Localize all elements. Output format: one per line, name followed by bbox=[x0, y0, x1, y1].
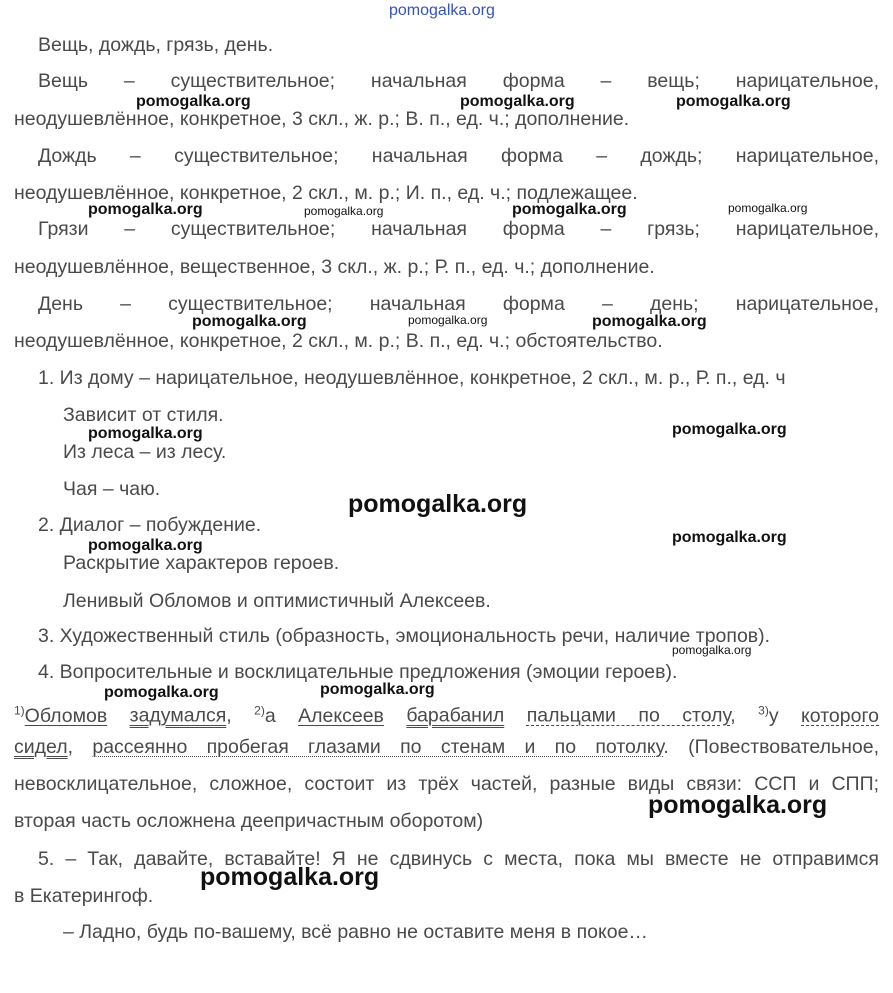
item-1-lesa: Из леса – из лесу. bbox=[63, 441, 227, 463]
watermark: pomogalka.org bbox=[672, 421, 787, 438]
watermark-large: pomogalka.org bbox=[648, 791, 828, 819]
watermark: pomogalka.org bbox=[88, 537, 203, 554]
comma: , bbox=[730, 704, 736, 727]
conj-a: а bbox=[264, 704, 299, 727]
comma: , bbox=[226, 704, 232, 727]
paragraph-gryazi-line1: Грязи – существительное; начальная форма – грязь; нарицательное, bbox=[38, 218, 879, 240]
watermark: pomogalka.org bbox=[592, 313, 707, 330]
subject-alekseev: Алексеев bbox=[298, 704, 384, 727]
participial-phrase: рассеянно пробегая глазами по стенам и по потолку bbox=[92, 736, 664, 758]
item-1-chaya: Чая – чаю. bbox=[63, 478, 161, 500]
item-2-characters: Раскрытие характеров героев. bbox=[63, 552, 340, 574]
item-3: 3. Художественный стиль (образность, эмоциональность речи, наличие тропов). bbox=[38, 625, 771, 647]
subject-oblomov: Обломов bbox=[24, 704, 108, 727]
watermark: pomogalka.org bbox=[136, 93, 251, 110]
item-4: 4. Вопросительные и восклицательные предложения (эмоции героев). bbox=[38, 661, 678, 683]
paragraph-den-line2: неодушевлённое, конкретное, 2 скл., м. р.; В. п., ед. ч.; обстоятельство. bbox=[14, 330, 663, 352]
watermark: pomogalka.org bbox=[676, 93, 791, 110]
watermark: pomogalka.org bbox=[728, 201, 808, 215]
watermark: pomogalka.org bbox=[672, 529, 787, 546]
object-palcami: пальцами по столу bbox=[526, 704, 731, 727]
paragraph-veshch-line1: Вещь – существительное; начальная форма – вещь; нарицательное, bbox=[38, 70, 879, 92]
watermark: pomogalka.org bbox=[104, 684, 219, 701]
predicate-sidel: сидел bbox=[14, 736, 68, 758]
watermark: pomogalka.org bbox=[320, 681, 435, 698]
watermark: pomogalka.org bbox=[512, 201, 627, 218]
watermark: pomogalka.org bbox=[408, 313, 488, 327]
predicate-zadumalsya: задумался bbox=[129, 704, 227, 727]
item-1: 1. Из дому – нарицательное, неодушевлённое, конкретное, 2 скл., м. р., Р. п., ед. ч bbox=[38, 367, 786, 389]
clause-marker-3: 3) bbox=[758, 703, 769, 717]
site-watermark-top: pomogalka.org bbox=[389, 2, 495, 19]
paragraph-words: Вещь, дождь, грязь, день. bbox=[38, 34, 274, 56]
predicate-barabanil: барабанил bbox=[406, 704, 505, 727]
paragraph-den-line1: День – существительное; начальная форма – день; нарицательное, bbox=[38, 293, 879, 315]
watermark: pomogalka.org bbox=[88, 201, 203, 218]
watermark: pomogalka.org bbox=[88, 425, 203, 442]
item-2: 2. Диалог – побуждение. bbox=[38, 514, 262, 536]
item-5-line3: – Ладно, будь по-вашему, всё равно не оставите меня в покое… bbox=[63, 921, 648, 943]
item-1-style: Зависит от стиля. bbox=[63, 404, 224, 426]
clause-marker-1: 1) bbox=[14, 703, 25, 717]
word-kotorogo: которого bbox=[801, 704, 879, 727]
watermark-large: pomogalka.org bbox=[200, 863, 380, 891]
sentence-line3: невосклицательное, сложное, состоит из трёх частей, разные виды связи: ССП и СПП; bbox=[14, 773, 879, 795]
watermark: pomogalka.org bbox=[192, 313, 307, 330]
watermark: pomogalka.org bbox=[672, 643, 752, 657]
prep-u: у bbox=[768, 704, 802, 727]
sentence-line2 bbox=[14, 735, 879, 759]
sentence-line4: вторая часть осложнена деепричастным оборотом) bbox=[14, 810, 484, 832]
comma: , bbox=[67, 736, 74, 758]
clause-marker-2: 2) bbox=[254, 703, 265, 717]
sentence-line1 bbox=[14, 698, 879, 728]
paragraph-dozhd-line1: Дождь – существительное; начальная форма – дождь; нарицательное, bbox=[38, 145, 879, 167]
sentence-tail: . (Повествовательное, bbox=[663, 736, 879, 758]
watermark: pomogalka.org bbox=[304, 204, 384, 218]
paragraph-veshch-line2: неодушевлённое, конкретное, 3 скл., ж. р.; В. п., ед. ч.; дополнение. bbox=[14, 108, 630, 130]
paragraph-dozhd-line2: неодушевлённое, конкретное, 2 скл., м. р.; И. п., ед. ч.; подлежащее. bbox=[14, 182, 638, 204]
paragraph-gryazi-line2: неодушевлённое, вещественное, 3 скл., ж. р.; Р. п., ед. ч.; дополнение. bbox=[14, 256, 655, 278]
item-5-line1: 5. – Так, давайте, вставайте! Я не сдвинусь с места, пока мы вместе не отправимся bbox=[38, 848, 879, 870]
item-5-line2: в Екатерингоф. bbox=[14, 885, 154, 907]
watermark-large: pomogalka.org bbox=[348, 490, 528, 518]
watermark: pomogalka.org bbox=[460, 93, 575, 110]
item-2-heroes: Ленивый Обломов и оптимистичный Алексеев. bbox=[63, 590, 491, 612]
